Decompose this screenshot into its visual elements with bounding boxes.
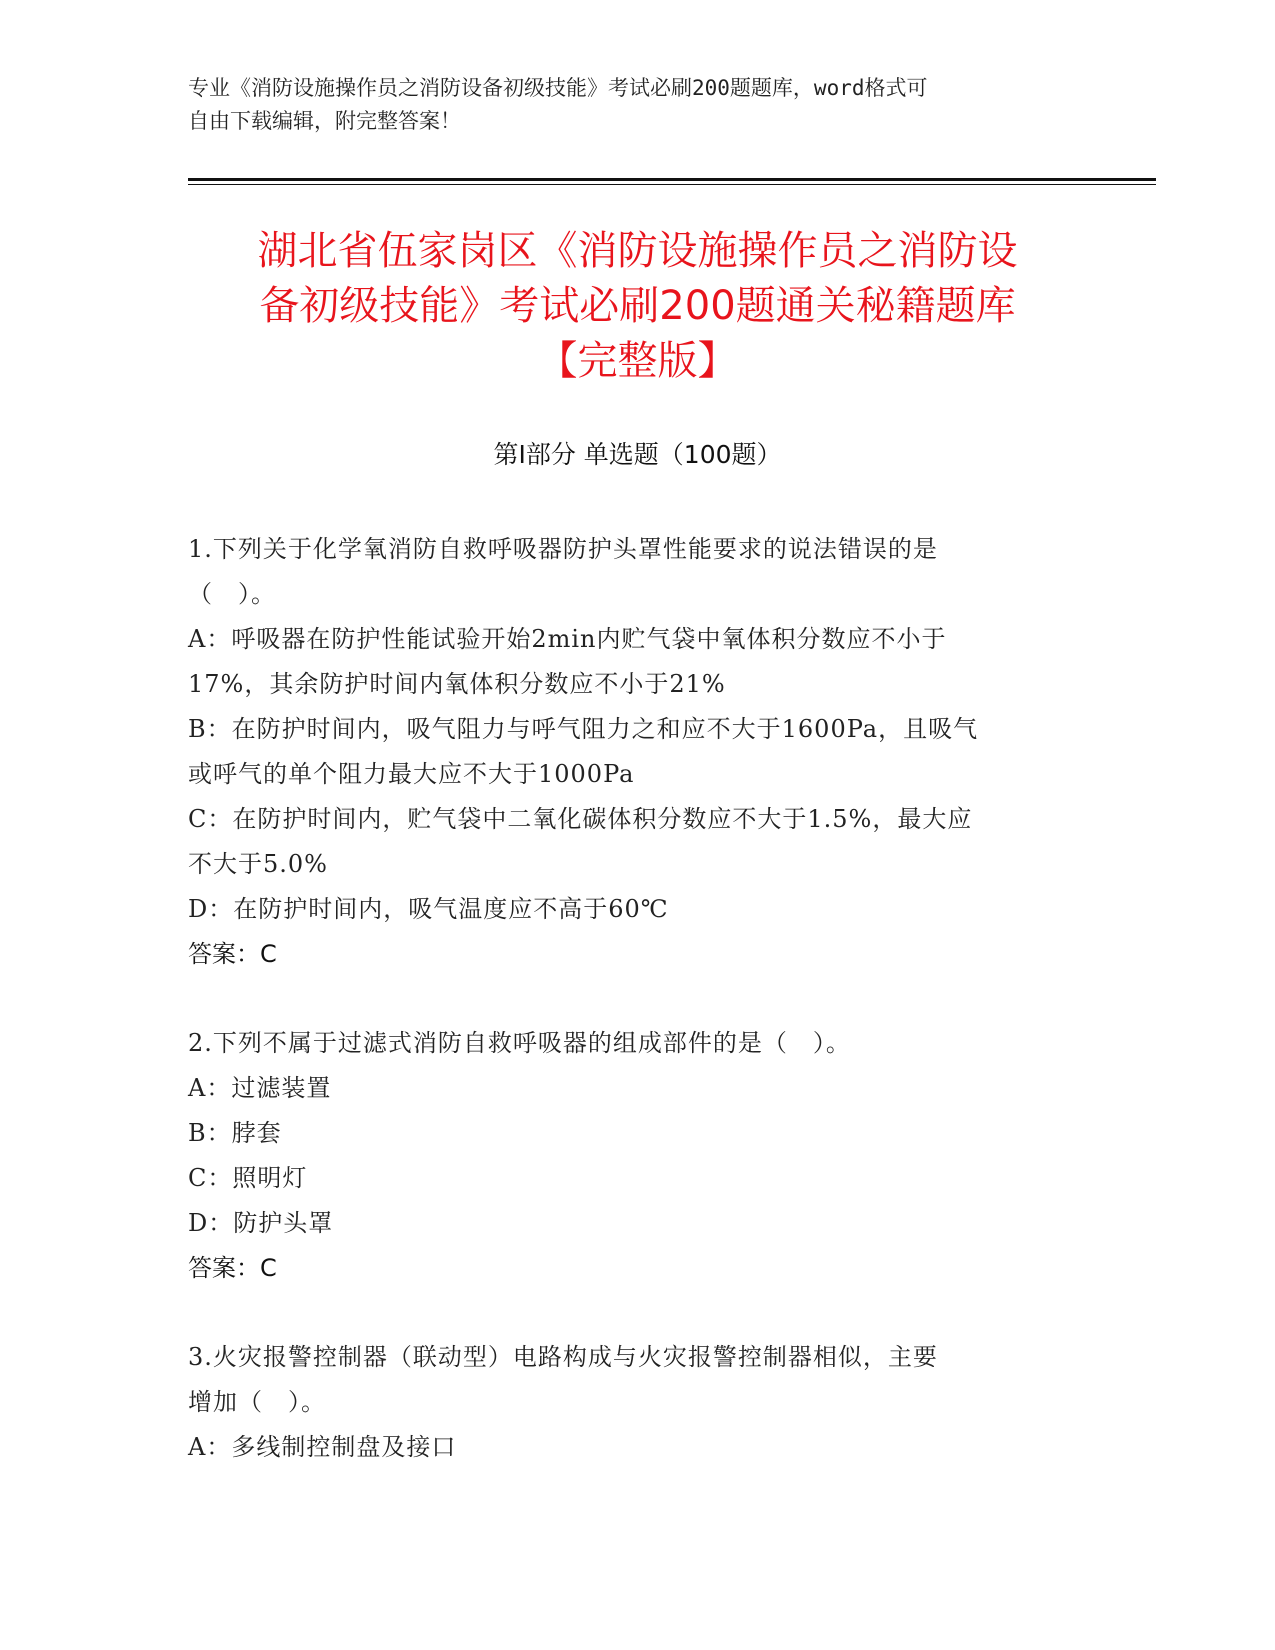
option-c: C：照明灯 <box>188 1164 308 1192</box>
question-1 <box>188 527 1088 977</box>
question-stem: 增加（ ）。 <box>188 1388 326 1416</box>
question-3 <box>188 1335 1088 1470</box>
option-a-cont: 17%，其余防护时间内氧体积分数应不小于21% <box>188 670 726 698</box>
question-stem: 2.下列不属于过滤式消防自救呼吸器的组成部件的是（ ）。 <box>188 1029 851 1057</box>
title-line: 【完整版】 <box>537 338 738 384</box>
option-d: D：在防护时间内，吸气温度应不高于60℃ <box>188 895 669 923</box>
title-line: 备初级技能》考试必刷200题通关秘籍题库 <box>259 283 1016 329</box>
header-note-line: 自由下载编辑，附完整答案！ <box>188 109 461 133</box>
header-note <box>188 72 1088 138</box>
option-c: C：在防护时间内，贮气袋中二氧化碳体积分数应不大于1.5%，最大应 <box>188 805 973 833</box>
option-a: A：呼吸器在防护性能试验开始2min内贮气袋中氧体积分数应不小于 <box>188 625 947 653</box>
answer: 答案：C <box>188 1254 277 1282</box>
option-a: A：多线制控制盘及接口 <box>188 1433 457 1461</box>
question-list <box>188 527 1088 1514</box>
title-line: 湖北省伍家岗区《消防设施操作员之消防设 <box>257 228 1018 274</box>
header-divider <box>188 178 1156 181</box>
option-d: D：防护头罩 <box>188 1209 334 1237</box>
option-a: A：过滤装置 <box>188 1074 332 1102</box>
option-c-cont: 不大于5.0% <box>188 850 328 878</box>
header-divider-thin <box>188 184 1156 185</box>
answer: 答案：C <box>188 940 277 968</box>
question-stem: 1.下列关于化学氧消防自救呼吸器防护头罩性能要求的说法错误的是 <box>188 535 938 563</box>
question-stem: 3.火灾报警控制器（联动型）电路构成与火灾报警控制器相似，主要 <box>188 1343 938 1371</box>
option-b: B：在防护时间内，吸气阻力与呼气阻力之和应不大于1600Pa，且吸气 <box>188 715 979 743</box>
header-note-line: 专业《消防设施操作员之消防设备初级技能》考试必刷200题题库，word格式可 <box>188 76 928 100</box>
question-2 <box>188 1021 1088 1291</box>
option-b-cont: 或呼气的单个阻力最大应不大于1000Pa <box>188 760 635 788</box>
section-heading: 第Ⅰ部分 单选题（100题） <box>493 440 782 469</box>
option-b: B：脖套 <box>188 1119 282 1147</box>
document-title <box>150 224 1125 389</box>
question-stem: （ ）。 <box>188 580 276 608</box>
